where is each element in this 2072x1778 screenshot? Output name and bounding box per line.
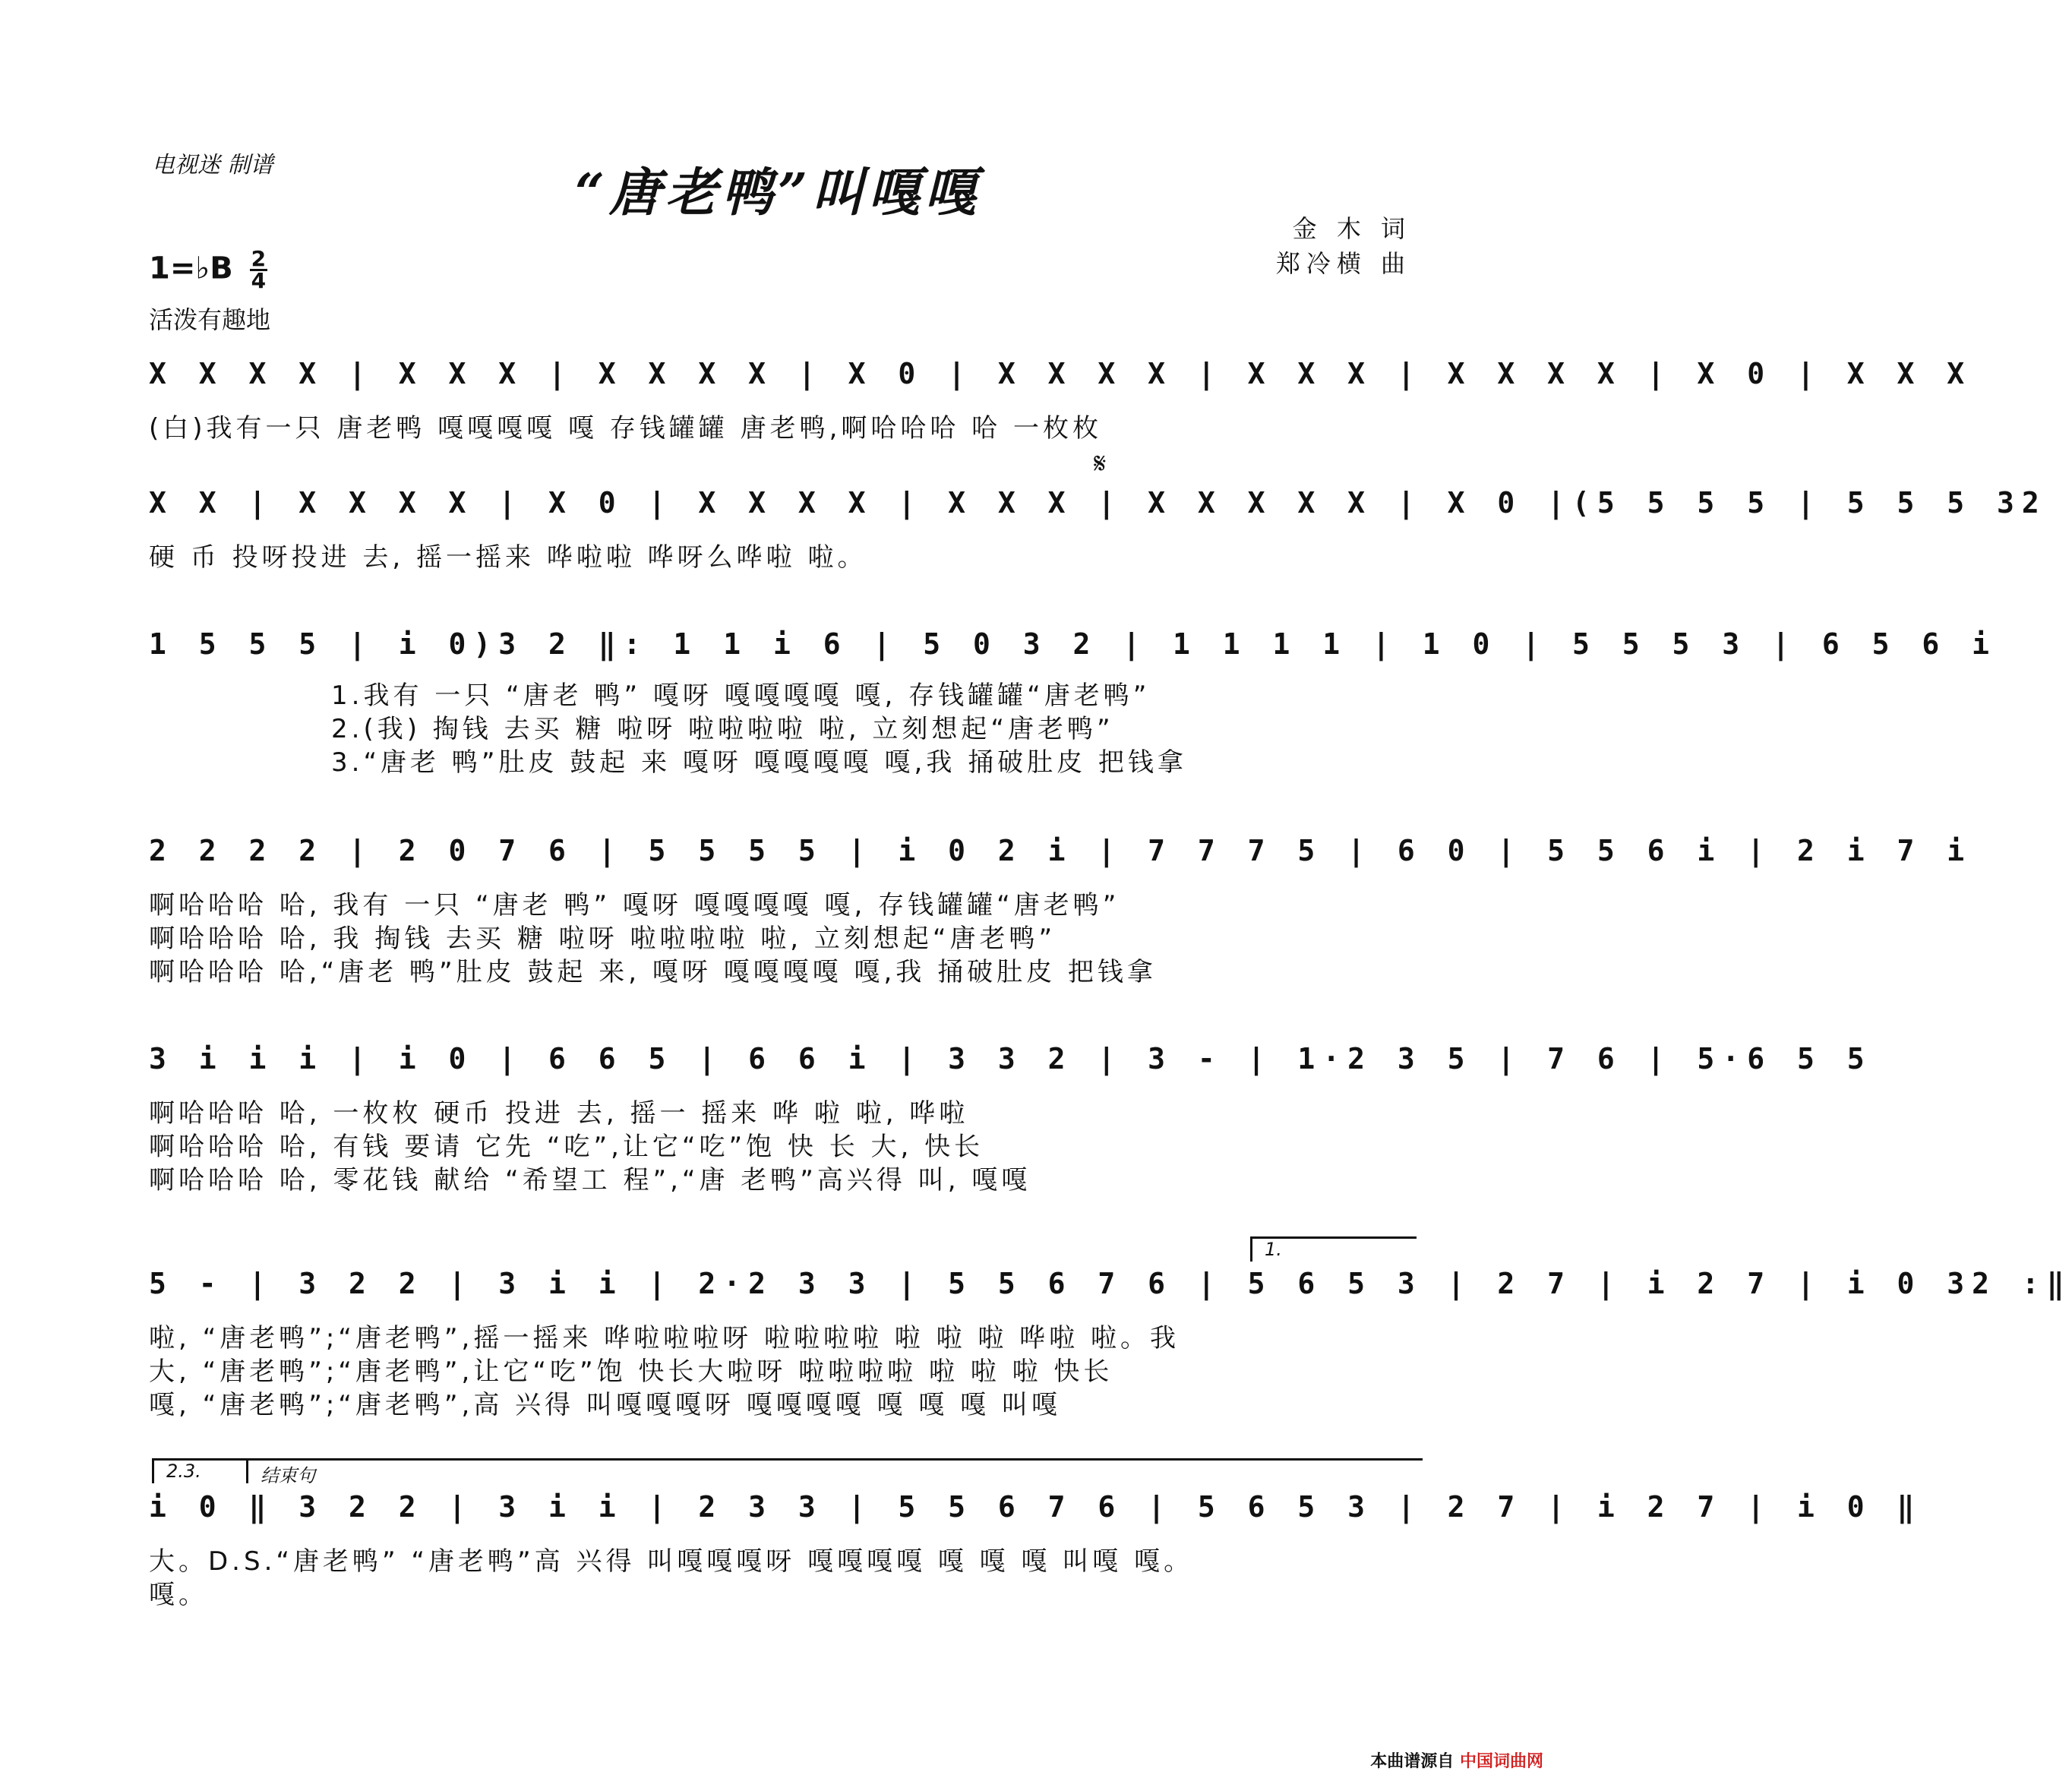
ending-label: 结束句 (246, 1458, 1423, 1483)
time-bottom: 4 (251, 268, 267, 293)
composer: 郑冷横 曲 (1275, 249, 1411, 278)
lyric-line: 啊哈哈哈 哈,“唐老 鸭”肚皮 鼓起 来, 嘎呀 嘎嘎嘎嘎 嘎,我 捅破肚皮 把钱拿 (149, 957, 1157, 987)
lyric-line: 啊哈哈哈 哈, 我 掏钱 去买 糖 啦呀 啦啦啦啦 啦, 立刻想起“唐老鸭” (149, 924, 1057, 954)
tempo-marking: 活泼有趣地 (149, 305, 271, 334)
lyric-line: 啊哈哈哈 哈, 有钱 要请 它先 “吃”,让它“吃”饱 快 长 大, 快长 (149, 1132, 984, 1162)
lyricist: 金 木 词 (1292, 214, 1411, 243)
lyric-line: (白)我有一只 唐老鸭 嘎嘎嘎嘎 嘎 存钱罐罐 唐老鸭,啊哈哈哈 哈 一枚枚 (149, 413, 1102, 444)
credits (1276, 211, 1411, 281)
footer-site-link[interactable]: 中国词曲网 (1459, 1752, 1543, 1771)
footer-source (1370, 1748, 1543, 1772)
key-text: 1=♭B (149, 251, 233, 286)
lyric-line: 大。D.S.“唐老鸭” “唐老鸭”高 兴得 叫嘎嘎嘎呀 嘎嘎嘎嘎 嘎 嘎 嘎 叫嘎 嘎。 (149, 1546, 1194, 1577)
lyric-line: 1.我有 一只 “唐老 鸭” 嘎呀 嘎嘎嘎嘎 嘎, 存钱罐罐“唐老鸭” (331, 681, 1151, 711)
volta-1: 1. (1250, 1236, 1417, 1262)
footer-source-text: 本曲谱源自 (1370, 1752, 1455, 1771)
lyric-line: 嘎, “唐老鸭”;“唐老鸭”,高 兴得 叫嘎嘎嘎呀 嘎嘎嘎嘎 嘎 嘎 嘎 叫嘎 (149, 1390, 1061, 1420)
time-top: 2 (251, 246, 267, 271)
notes-line: 3 i i i | i 0 | 6 6 5 | 6 6 i | 3 3 2 | 3 - | 1·2 3 5 | 7 6 | 5·6 5 5 (149, 1042, 1872, 1075)
lyric-line: 3.“唐老 鸭”肚皮 鼓起 来 嘎呀 嘎嘎嘎嘎 嘎,我 捅破肚皮 把钱拿 (331, 747, 1187, 778)
lyric-line: 啦, “唐老鸭”;“唐老鸭”,摇一摇来 哗啦啦啦呀 啦啦啦啦 啦 啦 啦 哗啦 啦。我 (149, 1323, 1180, 1353)
notes-line: 1 5 5 5 | i 0)3 2 ‖: 1 1 i 6 | 5 0 3 2 | 1 1 1 1 | 1 0 | 5 5 5 3 | 6 5 6 i (149, 627, 1997, 661)
notes-line: X X | X X X X | X 0 | X X X X | X X X | X X X X X | X 0 |(5 5 5 5 | 5 5 5 32 (149, 486, 2047, 520)
lyric-line: 大, “唐老鸭”;“唐老鸭”,让它“吃”饱 快长大啦呀 啦啦啦啦 啦 啦 啦 快长 (149, 1356, 1113, 1387)
volta-2-3: 2.3. (152, 1458, 250, 1483)
notes-line: 5 - | 3 2 2 | 3 i i | 2·2 3 3 | 5 5 6 7 6 | 5 6 5 3 | 2 7 | i 2 7 | i 0 32 :‖ (149, 1267, 2072, 1300)
notes-line: X X X X | X X X | X X X X | X 0 | X X X X | X X X | X X X X | X 0 | X X X (149, 357, 1973, 390)
lyric-line: 啊哈哈哈 哈, 我有 一只 “唐老 鸭” 嘎呀 嘎嘎嘎嘎 嘎, 存钱罐罐“唐老鸭” (149, 890, 1120, 921)
segno-sign: 𝄋 (1094, 447, 1107, 480)
key-signature (149, 246, 267, 293)
lyric-line: 2.(我) 掏钱 去买 糖 啦呀 啦啦啦啦 啦, 立刻想起“唐老鸭” (331, 714, 1114, 744)
maker-credit: 电视迷 制谱 (152, 152, 273, 178)
lyric-line: 嘎。 (149, 1580, 208, 1610)
song-title: “唐老鸭”叫嘎嘎 (574, 163, 981, 223)
lyric-line: 啊哈哈哈 哈, 一枚枚 硬币 投进 去, 摇一 摇来 哗 啦 啦, 哗啦 (149, 1098, 969, 1129)
lyric-line: 硬 币 投呀投进 去, 摇一摇来 哗啦啦 哗呀么哗啦 啦。 (149, 542, 867, 573)
notes-line: i 0 ‖ 3 2 2 | 3 i i | 2 3 3 | 5 5 6 7 6 | 5 6 5 3 | 2 7 | i 2 7 | i 0 ‖ (149, 1490, 1922, 1524)
lyric-line: 啊哈哈哈 哈, 零花钱 献给 “希望工 程”,“唐 老鸭”高兴得 叫, 嘎嘎 (149, 1165, 1031, 1195)
time-signature (250, 246, 267, 293)
notes-line: 2 2 2 2 | 2 0 7 6 | 5 5 5 5 | i 0 2 i | 7 7 7 5 | 6 0 | 5 5 6 i | 2 i 7 i (149, 834, 1973, 867)
